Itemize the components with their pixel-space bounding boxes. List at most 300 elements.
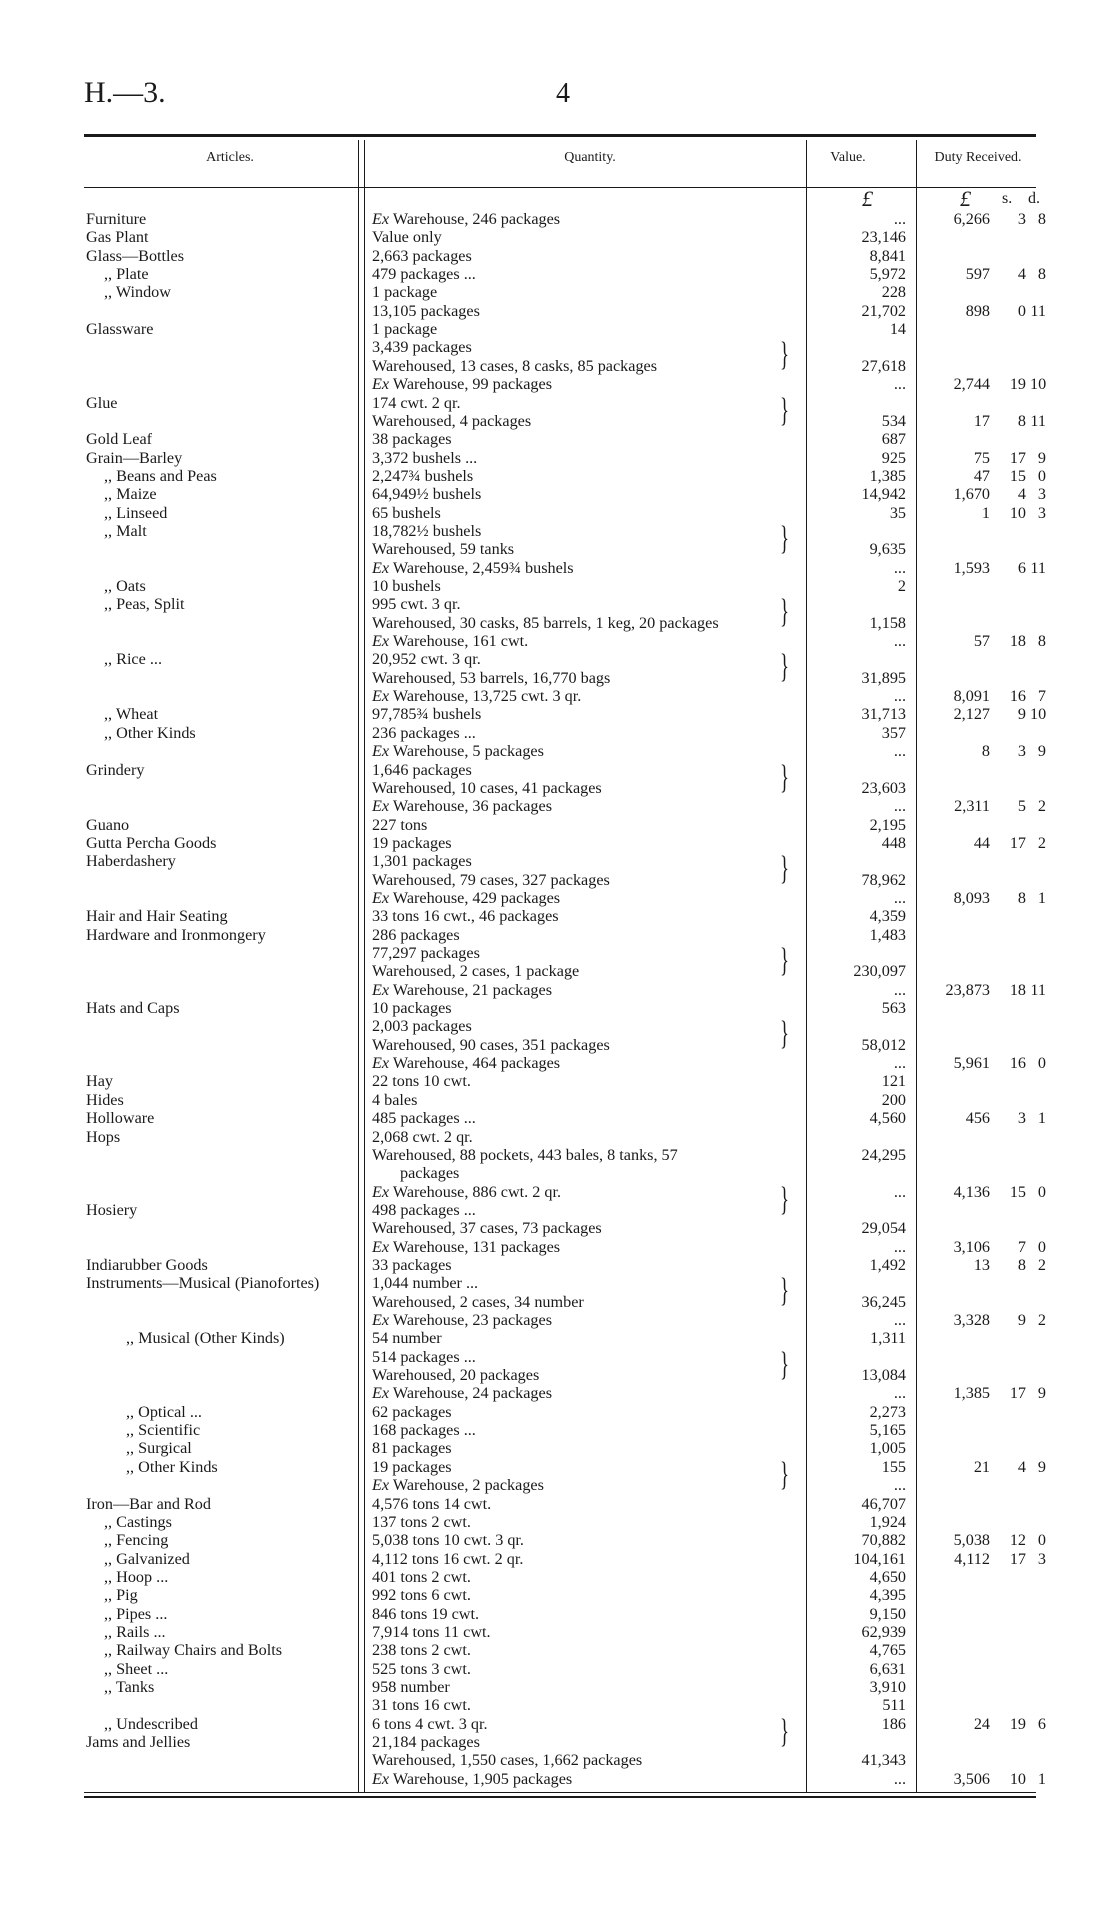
quantity-cell: 4,112 tons 16 cwt. 2 qr. (372, 1549, 524, 1568)
quantity-cell: 7,914 tons 11 cwt. (372, 1622, 491, 1641)
duty-pence-cell: 2 (1037, 797, 1046, 816)
table-row (0, 926, 1114, 944)
quantity-cell: Value only (372, 228, 442, 247)
group-brace: } (780, 942, 789, 979)
duty-pence-cell: 9 (1037, 448, 1046, 467)
duty-shillings-cell: 16 (1009, 1054, 1026, 1073)
duty-pounds-cell: 57 (973, 632, 990, 651)
table-row (0, 779, 1114, 797)
quantity-cell: 1,301 packages (372, 852, 472, 871)
duty-shillings-cell: 12 (1009, 1531, 1026, 1550)
quantity-cell: Ex Warehouse, 886 cwt. 2 qr. (372, 1182, 562, 1201)
duty-shillings-cell: 19 (1009, 1714, 1026, 1733)
table-row (0, 1274, 1114, 1292)
duty-pence-cell: 11 (1030, 558, 1046, 577)
duty-pence-cell: 11 (1030, 411, 1046, 430)
quantity-cell: Ex Warehouse, 2 packages (372, 1476, 544, 1495)
quantity-cell: 286 packages (372, 925, 460, 944)
group-brace: } (780, 758, 789, 796)
quantity-cell: 992 tons 6 cwt. (372, 1586, 471, 1605)
table-row (0, 742, 1114, 760)
column-header-quantity: Quantity. (564, 150, 616, 165)
duty-shillings-cell: 3 (1017, 1109, 1026, 1128)
quantity-cell: Warehoused, 1,550 cases, 1,662 packages (372, 1751, 643, 1770)
quantity-cell: 13,105 packages (372, 301, 480, 320)
value-cell: 21,702 (861, 301, 906, 320)
quantity-cell: 3,439 packages (372, 338, 472, 357)
duty-pounds-cell: 898 (965, 301, 990, 320)
duty-pounds-cell: 75 (973, 448, 990, 467)
table-row (0, 210, 1114, 228)
duty-pounds-cell: 456 (965, 1109, 990, 1128)
column-header-duty: Duty Received. (934, 150, 1022, 165)
value-cell: 4,560 (869, 1109, 906, 1128)
quantity-cell: 1,646 packages (372, 760, 472, 779)
table-row (0, 834, 1114, 852)
table-row (0, 228, 1114, 246)
quantity-cell: Ex Warehouse, 131 packages (372, 1237, 561, 1256)
duty-shillings-cell: 8 (1017, 888, 1026, 907)
quantity-cell: Warehoused, 90 cases, 351 packages (372, 1035, 610, 1054)
value-cell: ... (893, 1384, 906, 1403)
value-cell: 31,895 (861, 668, 906, 687)
article-cell: ,, Plate (104, 265, 149, 284)
table-row (0, 962, 1114, 980)
table-row (0, 265, 1114, 283)
value-cell: 534 (881, 411, 906, 430)
quantity-cell: 4,576 tons 14 cwt. (372, 1494, 492, 1513)
article-cell: ,, Surgical (126, 1439, 192, 1458)
quantity-cell: 19 packages (372, 833, 452, 852)
duty-shillings-cell: 17 (1009, 448, 1026, 467)
quantity-cell: Ex Warehouse, 21 packages (372, 980, 552, 999)
value-cell: 41,343 (861, 1751, 906, 1770)
quantity-cell: Warehoused, 2 cases, 34 number (372, 1292, 584, 1311)
duty-pounds-cell: 44 (973, 833, 990, 852)
quantity-cell: 33 packages (372, 1255, 452, 1274)
group-brace: } (780, 391, 789, 429)
duty-shillings-cell: 4 (1017, 485, 1026, 504)
value-cell: ... (893, 210, 906, 228)
value-cell: 6,631 (869, 1659, 906, 1678)
duty-pounds-cell: 597 (965, 265, 990, 284)
quantity-cell: Ex Warehouse, 5 packages (372, 742, 544, 761)
article-cell: ,, Malt (104, 521, 147, 540)
quantity-cell: Warehoused, 37 cases, 73 packages (372, 1219, 602, 1238)
article-cell: ,, Scientific (126, 1421, 201, 1440)
table-row (0, 1696, 1114, 1714)
table-row (0, 1586, 1114, 1604)
duty-shillings-cell: 19 (1009, 375, 1026, 394)
value-cell: ... (893, 1769, 906, 1788)
quantity-cell: Ex Warehouse, 429 packages (372, 888, 561, 907)
duty-pence-cell: 0 (1037, 1531, 1046, 1550)
table-row (0, 559, 1114, 577)
quantity-cell: 19 packages (372, 1457, 452, 1476)
duty-pounds-cell: 2,127 (953, 705, 990, 724)
quantity-cell: Warehoused, 4 packages (372, 411, 532, 430)
article-cell: ,, Peas, Split (104, 595, 185, 614)
article-cell: Hides (86, 1090, 124, 1109)
value-cell: 186 (881, 1714, 906, 1733)
quantity-cell: 846 tons 19 cwt. (372, 1604, 480, 1623)
article-cell: ,, Window (104, 283, 171, 302)
duty-pence-cell: 3 (1037, 485, 1046, 504)
duty-pence-cell: 8 (1037, 210, 1046, 228)
quantity-cell: Warehoused, 79 cases, 327 packages (372, 870, 610, 889)
column-header-articles: Articles. (206, 150, 254, 165)
value-cell: 58,012 (861, 1035, 906, 1054)
group-brace: } (780, 1345, 789, 1383)
table-row (0, 687, 1114, 705)
value-cell: 448 (881, 833, 906, 852)
quantity-cell: 18,782½ bushels (372, 521, 482, 540)
quantity-cell: 2,003 packages (372, 1017, 472, 1036)
article-cell: ,, Castings (104, 1512, 172, 1531)
duty-pounds-cell: 17 (973, 411, 990, 430)
duty-pounds-cell: 4,112 (954, 1549, 990, 1568)
duty-pounds-cell: 6,266 (953, 210, 990, 228)
table-row (0, 1183, 1114, 1201)
table-row (0, 1256, 1114, 1274)
value-cell: ... (893, 1182, 906, 1201)
quantity-cell: 236 packages ... (372, 723, 476, 742)
value-cell: 1,311 (870, 1329, 906, 1348)
duty-pounds-cell: 3,328 (953, 1311, 990, 1329)
table-row (0, 283, 1114, 301)
value-cell: 14 (889, 320, 906, 339)
duty-pence-cell: 8 (1037, 632, 1046, 651)
table-row (0, 816, 1114, 834)
value-cell: 228 (881, 283, 906, 302)
value-cell: 925 (881, 448, 906, 467)
table-row (0, 1201, 1114, 1219)
article-cell: ,, Pipes ... (104, 1604, 168, 1623)
article-cell: Jams and Jellies (86, 1733, 191, 1752)
value-cell: 200 (881, 1090, 906, 1109)
quantity-cell: 485 packages ... (372, 1109, 476, 1128)
table-row (0, 1751, 1114, 1769)
article-cell: ,, Pig (104, 1586, 138, 1605)
table-row (0, 981, 1114, 999)
table-row (0, 1054, 1114, 1072)
quantity-cell: 2,663 packages (372, 246, 472, 265)
duty-pounds-cell: 21 (973, 1457, 990, 1476)
duty-shillings-cell: 4 (1017, 1457, 1026, 1476)
article-cell: Gutta Percha Goods (86, 833, 217, 852)
quantity-cell: 38 packages (372, 430, 452, 449)
duty-pounds-cell: 3,506 (953, 1769, 990, 1788)
duty-pence-cell: 9 (1037, 1384, 1046, 1403)
quantity-cell: 22 tons 10 cwt. (372, 1072, 471, 1091)
table-row (0, 577, 1114, 595)
article-cell: Gas Plant (86, 228, 149, 247)
duty-pence-cell: 1 (1037, 888, 1046, 907)
article-cell: ,, Beans and Peas (104, 466, 217, 485)
quantity-cell: 2,068 cwt. 2 qr. (372, 1127, 473, 1146)
table-row (0, 871, 1114, 889)
article-cell: Hay (86, 1072, 113, 1091)
duty-pounds-cell: 1,385 (953, 1384, 990, 1403)
table-row (0, 1568, 1114, 1586)
table-row (0, 1495, 1114, 1513)
table-row (0, 797, 1114, 815)
duty-pence-cell: 7 (1037, 687, 1046, 706)
value-cell: 4,395 (869, 1586, 906, 1605)
duty-pence-cell: 9 (1037, 1457, 1046, 1476)
quantity-cell: Warehoused, 53 barrels, 16,770 bags (372, 668, 611, 687)
article-cell: Glue (86, 393, 118, 412)
table-row (0, 650, 1114, 668)
quantity-cell: 995 cwt. 3 qr. (372, 595, 461, 614)
value-cell: 357 (881, 723, 906, 742)
duty-pounds-cell: 47 (973, 466, 990, 485)
value-cell: 4,765 (869, 1641, 906, 1660)
article-cell: ,, Other Kinds (104, 723, 196, 742)
article-cell: Holloware (86, 1109, 155, 1128)
quantity-cell: Ex Warehouse, 1,905 packages (372, 1769, 573, 1788)
quantity-cell: Ex Warehouse, 2,459¾ bushels (372, 558, 574, 577)
value-cell: 46,707 (861, 1494, 906, 1513)
value-cell: 687 (881, 430, 906, 449)
value-cell: 70,882 (861, 1531, 906, 1550)
table-row (0, 357, 1114, 375)
table-row (0, 412, 1114, 430)
duty-shillings-cell: 15 (1009, 1182, 1026, 1201)
duty-pence-cell: 3 (1037, 1549, 1046, 1568)
value-cell: 5,165 (869, 1421, 906, 1440)
table-row (0, 1678, 1114, 1696)
table-row (0, 375, 1114, 393)
article-cell: Hosiery (86, 1200, 138, 1219)
duty-pounds-cell: 2,311 (954, 797, 990, 816)
quantity-cell: Warehoused, 13 cases, 8 casks, 85 packages (372, 356, 658, 375)
quantity-cell: 227 tons (372, 815, 428, 834)
table-row (0, 1091, 1114, 1109)
table-row (0, 1715, 1114, 1733)
table-row (0, 320, 1114, 338)
quantity-cell: 401 tons 2 cwt. (372, 1567, 471, 1586)
article-cell: ,, Sheet ... (104, 1659, 169, 1678)
duty-pence-cell: 1 (1037, 1109, 1046, 1128)
duty-pounds-cell: 5,038 (953, 1531, 990, 1550)
table-row (0, 1311, 1114, 1329)
table-row (0, 1036, 1114, 1054)
duty-pounds-cell: 23,873 (945, 980, 990, 999)
duty-shillings-cell: 3 (1017, 210, 1026, 228)
table-row (0, 1421, 1114, 1439)
article-cell: ,, Maize (104, 485, 157, 504)
value-cell: ... (893, 797, 906, 816)
table-row (0, 1384, 1114, 1402)
table-row (0, 1072, 1114, 1090)
quantity-cell: Warehoused, 2 cases, 1 package (372, 962, 580, 981)
value-cell: 2,273 (869, 1402, 906, 1421)
value-cell: 4,650 (869, 1567, 906, 1586)
value-cell: 1,483 (869, 925, 906, 944)
value-cell: 8,841 (869, 246, 906, 265)
duty-shillings-cell: 9 (1017, 705, 1026, 724)
duty-pence-cell: 8 (1037, 265, 1046, 284)
article-cell: ,, Oats (104, 577, 146, 595)
quantity-cell: 2,247¾ bushels (372, 466, 474, 485)
table-row (0, 595, 1114, 613)
duty-pence-cell: 9 (1037, 742, 1046, 761)
article-cell: Iron—Bar and Rod (86, 1494, 211, 1513)
value-cell: 2,195 (869, 815, 906, 834)
value-cell: 23,146 (861, 228, 906, 247)
quantity-cell: 21,184 packages (372, 1733, 480, 1752)
table-row (0, 1733, 1114, 1751)
table-row (0, 430, 1114, 448)
quantity-cell: 498 packages ... (372, 1200, 476, 1219)
article-cell: Indiarubber Goods (86, 1255, 208, 1274)
duty-pounds-cell: 8 (981, 742, 990, 761)
value-cell: ... (893, 1476, 906, 1495)
table-row (0, 338, 1114, 356)
duty-pounds-cell: 1,593 (953, 558, 990, 577)
table-row (0, 1128, 1114, 1146)
value-cell: 35 (889, 503, 906, 522)
table-row (0, 614, 1114, 632)
article-cell: Hops (86, 1127, 121, 1146)
quantity-cell: 958 number (372, 1678, 450, 1696)
duty-pence-cell: 2 (1037, 1255, 1046, 1274)
quantity-cell: 238 tons 2 cwt. (372, 1641, 471, 1660)
bottom-rule-heavy (84, 1796, 1036, 1798)
quantity-cell: 5,038 tons 10 cwt. 3 qr. (372, 1531, 524, 1550)
duty-unit-pound: £ (960, 186, 971, 211)
value-cell: 1,924 (869, 1512, 906, 1531)
quantity-cell: 525 tons 3 cwt. (372, 1659, 471, 1678)
group-brace: } (780, 648, 789, 686)
value-cell: 1,385 (869, 466, 906, 485)
value-cell: 13,084 (861, 1366, 906, 1385)
quantity-cell: 6 tons 4 cwt. 3 qr. (372, 1714, 488, 1733)
duty-unit-pence: d. (1028, 190, 1040, 207)
quantity-cell: 20,952 cwt. 3 qr. (372, 650, 481, 669)
table-row (0, 522, 1114, 540)
duty-pence-cell: 0 (1037, 1182, 1046, 1201)
bottom-rule (84, 1792, 1036, 1793)
quantity-cell: 4 bales (372, 1090, 418, 1109)
duty-pounds-cell: 1,670 (953, 485, 990, 504)
article-cell: Furniture (86, 210, 147, 228)
value-cell: 9,635 (869, 540, 906, 559)
value-unit-pound: £ (862, 186, 873, 211)
quantity-cell: Warehoused, 88 pockets, 443 bales, 8 tanks, 57 (372, 1145, 678, 1164)
quantity-cell: 62 packages (372, 1402, 452, 1421)
table-row (0, 1513, 1114, 1531)
quantity-cell: Ex Warehouse, 13,725 cwt. 3 qr. (372, 687, 582, 706)
duty-shillings-cell: 16 (1009, 687, 1026, 706)
duty-shillings-cell: 5 (1017, 797, 1026, 816)
quantity-cell: 31 tons 16 cwt. (372, 1696, 471, 1715)
quantity-cell: 54 number (372, 1329, 442, 1348)
article-cell: Instruments—Musical (Pianofortes) (86, 1274, 320, 1293)
value-cell: 1,158 (869, 613, 906, 632)
group-brace: } (780, 519, 789, 557)
duty-shillings-cell: 10 (1009, 503, 1026, 522)
quantity-cell: Warehoused, 30 casks, 85 barrels, 1 keg, 20 packages (372, 613, 719, 632)
duty-pence-cell: 2 (1037, 1311, 1046, 1329)
table-row (0, 705, 1114, 723)
value-cell: 29,054 (861, 1219, 906, 1238)
article-cell: Hair and Hair Seating (86, 907, 228, 926)
duty-shillings-cell: 8 (1017, 1255, 1026, 1274)
table-row (0, 467, 1114, 485)
article-cell: Haberdashery (86, 852, 176, 871)
group-brace: } (780, 1712, 789, 1750)
article-cell: ,, Musical (Other Kinds) (126, 1329, 285, 1348)
value-cell: ... (893, 742, 906, 761)
quantity-cell: Ex Warehouse, 464 packages (372, 1054, 561, 1073)
quantity-cell: Ex Warehouse, 23 packages (372, 1311, 552, 1329)
duty-pence-cell: 2 (1037, 833, 1046, 852)
article-cell: ,, Tanks (104, 1678, 155, 1696)
duty-unit-shillings: s. (1002, 190, 1013, 207)
value-cell: ... (893, 632, 906, 651)
value-cell: ... (893, 687, 906, 706)
table-row (0, 1238, 1114, 1256)
duty-shillings-cell: 17 (1009, 833, 1026, 852)
duty-pounds-cell: 4,136 (953, 1182, 990, 1201)
table-row (0, 302, 1114, 320)
table-row (0, 1550, 1114, 1568)
duty-pence-cell: 0 (1037, 1054, 1046, 1073)
quantity-cell: 33 tons 16 cwt., 46 packages (372, 907, 559, 926)
duty-pence-cell: 10 (1030, 705, 1047, 724)
article-cell: Grain—Barley (86, 448, 183, 467)
quantity-cell: Warehoused, 59 tanks (372, 540, 515, 559)
duty-pence-cell: 10 (1030, 375, 1047, 394)
value-cell: 31,713 (861, 705, 906, 724)
article-cell: ,, Rice ... (104, 650, 162, 669)
table-row (0, 1293, 1114, 1311)
duty-shillings-cell: 8 (1017, 411, 1026, 430)
table-row (0, 999, 1114, 1017)
document-code: H.—3. (84, 76, 166, 109)
duty-pence-cell: 1 (1037, 1769, 1046, 1788)
article-cell: ,, Hoop ... (104, 1567, 169, 1586)
top-rule (84, 134, 1036, 137)
table-row (0, 1476, 1114, 1494)
value-cell: ... (893, 558, 906, 577)
duty-shillings-cell: 0 (1017, 301, 1026, 320)
duty-shillings-cell: 18 (1009, 632, 1026, 651)
quantity-cell: Warehoused, 10 cases, 41 packages (372, 778, 602, 797)
value-cell: 3,910 (869, 1678, 906, 1696)
article-cell: Glass—Bottles (86, 246, 185, 265)
duty-shillings-cell: 15 (1009, 466, 1026, 485)
value-cell: 155 (881, 1457, 906, 1476)
article-cell: ,, Linseed (104, 503, 168, 522)
quantity-cell: 65 bushels (372, 503, 441, 522)
table-row (0, 394, 1114, 412)
duty-shillings-cell: 9 (1017, 1311, 1026, 1329)
column-header-value: Value. (830, 150, 866, 165)
duty-pounds-cell: 2,744 (953, 375, 990, 394)
table-row (0, 449, 1114, 467)
group-brace: } (780, 593, 789, 631)
quantity-cell: 77,297 packages (372, 944, 480, 962)
group-brace: } (780, 1272, 789, 1310)
article-cell: Hats and Caps (86, 999, 180, 1018)
table-row (0, 1017, 1114, 1035)
duty-shillings-cell: 4 (1017, 265, 1026, 284)
article-cell: Guano (86, 815, 130, 834)
duty-shillings-cell: 7 (1017, 1237, 1026, 1256)
